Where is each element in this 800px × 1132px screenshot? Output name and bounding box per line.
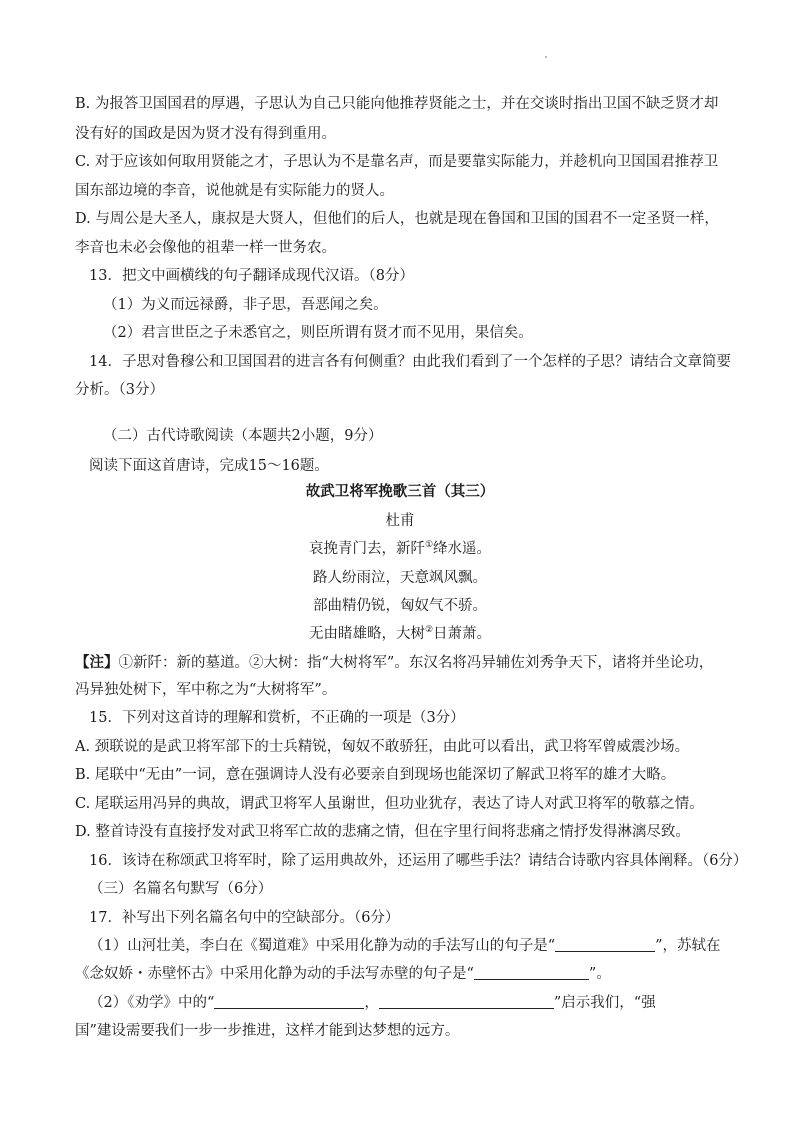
q12-option-d-line1: D. 与周公是大圣人，康叔是大贤人，但他们的后人，也就是现在鲁国和卫国的国君不一定圣贤一样， bbox=[75, 211, 719, 227]
note-line2: 冯异独处树下，军中称之为“大树将军”。 bbox=[75, 682, 337, 698]
q17-p2-line1 bbox=[89, 993, 656, 1013]
poem-line-4 bbox=[0, 624, 800, 644]
note-tag: 【注】 bbox=[75, 654, 119, 671]
poem-line-4-part-b: 日萧萧。 bbox=[433, 626, 492, 642]
poem-line-1-part-b: 绛水遥。 bbox=[433, 541, 492, 557]
answer-blank-4[interactable] bbox=[379, 994, 554, 1009]
poem-line-1-part-a: 哀挽青门去，新阡 bbox=[308, 541, 425, 557]
q17-p1-line2 bbox=[75, 964, 611, 984]
section3-heading: （三）名篇名句默写（6分） bbox=[89, 881, 273, 897]
poem-title: 故武卫将军挽歌三首（其三） bbox=[305, 483, 495, 500]
poem-line-2: 路人纷雨泣，天意飒风飘。 bbox=[313, 570, 487, 586]
q17-p1-text-d: ”。 bbox=[588, 966, 611, 982]
note-text-1: ①新阡：新的墓道。②大树：指“大树将军”。东汉名将冯异辅佐刘秀争天下，诸将并坐论功， bbox=[118, 655, 714, 671]
q12-option-c-line2: 国东部边境的李音，说他就是有实际能力的贤人。 bbox=[75, 183, 394, 199]
poem-line-4-part-a: 无由睹雄略，大树 bbox=[308, 626, 425, 642]
q17-stem: 17．补写出下列名篇名句中的空缺部分。（6分） bbox=[89, 910, 400, 926]
q17-p1-line1 bbox=[89, 936, 721, 956]
section2-instruction: 阅读下面这首唐诗，完成15～16题。 bbox=[89, 458, 329, 474]
answer-blank-1[interactable] bbox=[555, 937, 655, 952]
q13-sentence-2: （2）君言世臣之子未悉官之，则臣所谓有贤才而不见用，果信矣。 bbox=[103, 325, 533, 341]
q17-p2-sep: ， bbox=[364, 995, 379, 1011]
q17-p2-text-a: （2）《劝学》中的“ bbox=[89, 995, 215, 1011]
poem-author: 杜甫 bbox=[385, 513, 415, 529]
q12-option-c-line1: C. 对于应该如何取用贤能之才，子思认为不是靠名声，而是要靠实际能力，并趁机向卫国国君推荐卫 bbox=[75, 154, 719, 170]
q15-option-a: A. 颈联说的是武卫将军部下的士兵精锐，匈奴不敢骄狂，由此可以看出，武卫将军曾威震沙场。 bbox=[75, 739, 690, 755]
answer-blank-2[interactable] bbox=[474, 965, 589, 980]
q15-stem: 15．下列对这首诗的理解和赏析，不正确的一项是（3分） bbox=[89, 710, 465, 726]
q17-p2-text-b: ”启示我们，“强 bbox=[553, 995, 656, 1011]
q16-stem: 16．该诗在称颂武卫将军时，除了运用典故外，还运用了哪些手法？请结合诗歌内容具体阐释。（6分） bbox=[89, 853, 748, 869]
q15-option-c: C. 尾联运用冯异的典故，谓武卫将军人虽谢世，但功业犹存，表达了诗人对武卫将军的敬慕之情。 bbox=[75, 796, 704, 812]
q17-p1-text-c: 《念奴娇・赤壁怀古》中采用化静为动的手法写赤壁的句子是“ bbox=[75, 966, 474, 982]
footnote-marker-2: ② bbox=[424, 625, 434, 636]
q17-p1-text-a: （1）山河壮美，李白在《蜀道难》中采用化静为动的手法写山的句子是“ bbox=[89, 938, 556, 954]
q14-line1: 14．子思对鲁穆公和卫国国君的进言各有何侧重？由此我们看到了一个怎样的子思？请结合文章简要 bbox=[89, 354, 731, 370]
answer-blank-3[interactable] bbox=[214, 994, 364, 1009]
q14-line2: 分析。（3分） bbox=[75, 382, 164, 398]
q12-option-b-line2: 没有好的国政是因为贤才没有得到重用。 bbox=[75, 126, 336, 142]
q12-option-d-line2: 李音也未必会像他的祖辈一样一世务农。 bbox=[75, 240, 336, 256]
q17-p2-line2: 国”建设需要我们一步一步推进，这样才能到达梦想的远方。 bbox=[75, 1023, 460, 1039]
poem-line-1 bbox=[0, 539, 800, 559]
q17-p1-text-b: ”，苏轼在 bbox=[655, 938, 721, 954]
q15-option-d: D. 整首诗没有直接抒发对武卫将军亡故的悲痛之情，但在字里行间将悲痛之情抒发得淋漓尽致。 bbox=[75, 824, 690, 840]
scan-speck bbox=[545, 56, 547, 58]
q13-sentence-1: （1）为义而远禄爵，非子思，吾恶闻之矣。 bbox=[103, 297, 388, 313]
note-line1 bbox=[75, 653, 713, 673]
q12-option-b-line1: B. 为报答卫国国君的厚遇，子思认为自己只能向他推荐贤能之士，并在交谈时指出卫国不缺乏贤才却 bbox=[75, 96, 719, 112]
footnote-marker-1: ① bbox=[424, 540, 434, 551]
poem-line-3: 部曲精仍锐，匈奴气不骄。 bbox=[313, 598, 487, 614]
section2-heading: （二）古代诗歌阅读（本题共2小题，9分） bbox=[103, 428, 383, 444]
q15-option-b: B. 尾联中“无由”一词，意在强调诗人没有必要亲自到现场也能深切了解武卫将军的雄才大略。 bbox=[75, 767, 676, 783]
q13-stem: 13．把文中画横线的句子翻译成现代汉语。（8分） bbox=[89, 268, 414, 284]
